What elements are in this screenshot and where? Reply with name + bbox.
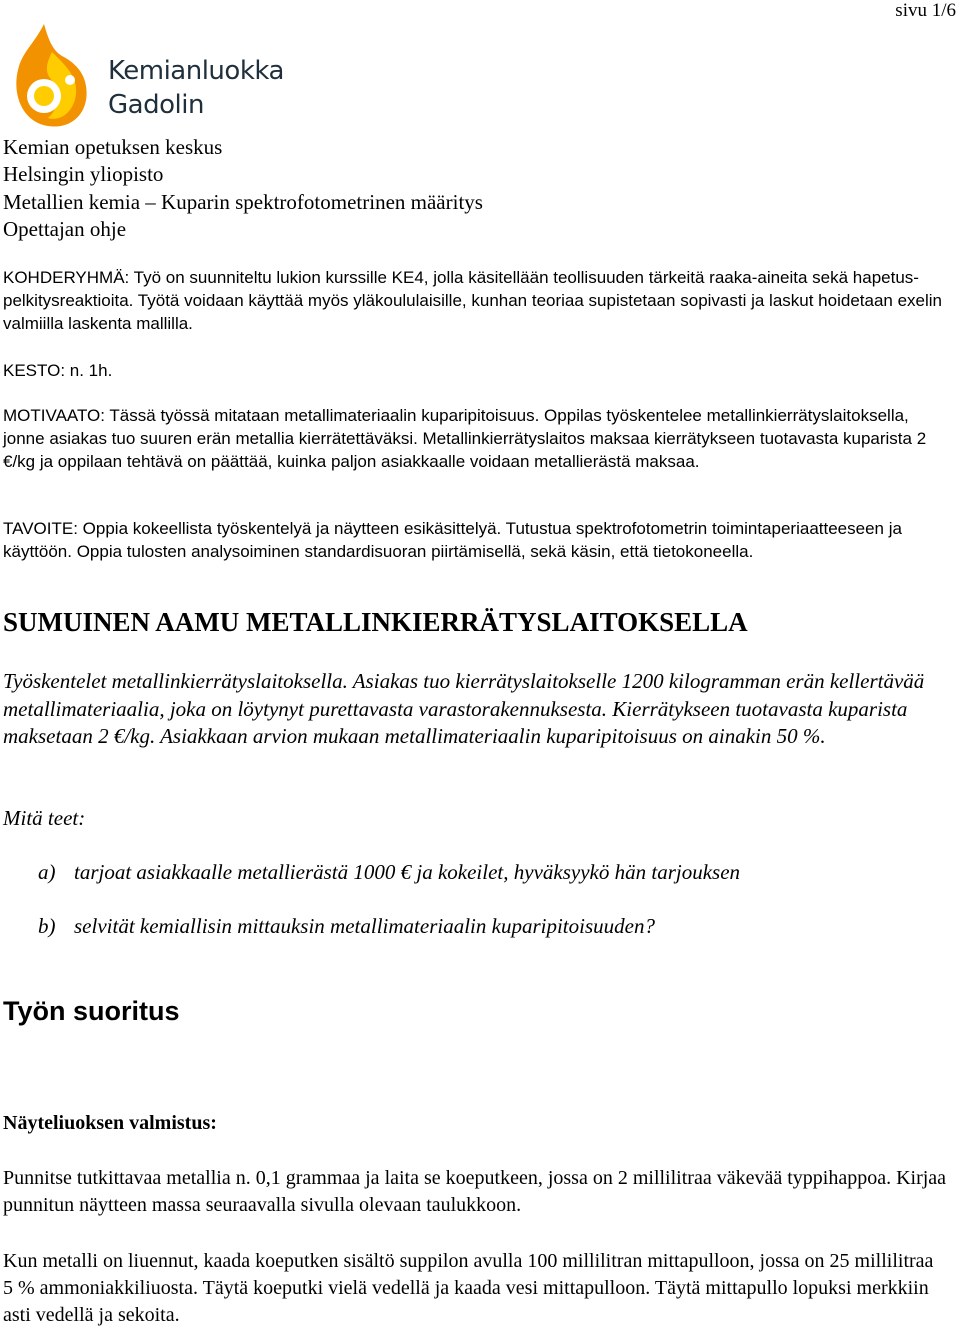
task-item-a	[38, 860, 740, 885]
page-number: sivu 1/6	[895, 0, 956, 21]
kohderyhma-paragraph: KOHDERYHMÄ: Työ on suunniteltu lukion kurssille KE4, jolla käsitellään teollisuuden tärkeitä raaka-aineita sekä hapetus-pelkitysreaktioita. Työtä voidaan käyttää myös yläkoululaisille, kunhan teoriaa supistetaan sopivasti ja laskut hoidetaan exelin valmiilla laskenta mallilla.	[3, 268, 943, 333]
motivaato-paragraph: MOTIVAATO: Tässä työssä mitataan metallimateriaalin kuparipitoisuus. Oppilas työskentelee metallinkierrätyslaitoksella, jonne asiakas tuo suuren erän metallia kierrätettäväksi. Metallinkierrätyslaitos maksaa kierrätykseen tuotavasta kuparista 2 €/kg ja oppilaan tehtävä on päättää, kuinka paljon asiakkaalle voidaan metallierästä maksaa.	[3, 406, 927, 471]
task-text: selvität kemiallisin mittauksin metallimateriaalin kuparipitoisuuden?	[74, 914, 655, 938]
flame-icon	[4, 22, 104, 132]
kemianluokka-gadolin-logo	[4, 22, 294, 132]
header-line-2: Helsingin yliopisto	[3, 162, 164, 186]
task-marker: a)	[38, 860, 56, 884]
procedure-paragraph-2: Kun metalli on liuennut, kaada koeputken sisältö suppilon avulla 100 millilitran mittapulloon, jossa on 25 millilitraa 5 % ammoniakkiliuosta. Täytä koeputki vielä vedellä ja kaada vesi mittapulloon. Täytä mittapullo lopuksi merkkiin asti vedellä ja sekoita.	[3, 1250, 934, 1326]
logo-line-1: Kemianluokka	[108, 56, 284, 86]
procedure-paragraph-1: Punnitse tutkittavaa metallia n. 0,1 grammaa ja laita se koeputkeen, jossa on 2 millilitraa väkevää typpihappoa. Kirjaa punnitun näytteen massa seuraavalla sivulla olevaan taulukkoon.	[3, 1167, 947, 1216]
task-marker: b)	[38, 914, 56, 938]
header-line-3: Metallien kemia – Kuparin spektrofotometrinen määritys	[3, 190, 483, 214]
task-item-b	[38, 914, 655, 939]
section-title: SUMUINEN AAMU METALLINKIERRÄTYSLAITOKSELLA	[3, 607, 748, 637]
tavoite-paragraph: TAVOITE: Oppia kokeellista työskentelyä ja näytteen esikäsittelyä. Tutustua spektrofotometrin toimintaperiaatteeseen ja käyttöön. Oppia tulosten analysoiminen standardisuoran piirtämisellä, sekä käsin, että tietokoneella.	[3, 519, 902, 561]
task-text: tarjoat asiakkaalle metallierästä 1000 € ja kokeilet, hyväksyykö hän tarjouksen	[74, 860, 741, 884]
mita-teet-label: Mitä teet:	[3, 806, 86, 830]
sample-heading: Näyteliuoksen valmistus:	[3, 1112, 217, 1134]
header-line-4: Opettajan ohje	[3, 217, 127, 241]
kesto-paragraph: KESTO: n. 1h.	[3, 361, 113, 380]
header-line-1: Kemian opetuksen keskus	[3, 135, 223, 159]
story-paragraph: Työskentelet metallinkierrätyslaitoksella. Asiakas tuo kierrätyslaitokselle 1200 kilogramman erän kellertävää metallimateriaalia, joka on löytynyt purettavasta varastorakennuksesta. Kierrätykseen tuotavasta kuparista maksetaan 2 €/kg. Asiakkaan arvion mukaan metallimateriaalin kuparipitoisuus on ainakin 50 %.	[3, 669, 925, 748]
logo-line-2: Gadolin	[108, 90, 204, 120]
suoritus-heading: Työn suoritus	[3, 996, 180, 1026]
